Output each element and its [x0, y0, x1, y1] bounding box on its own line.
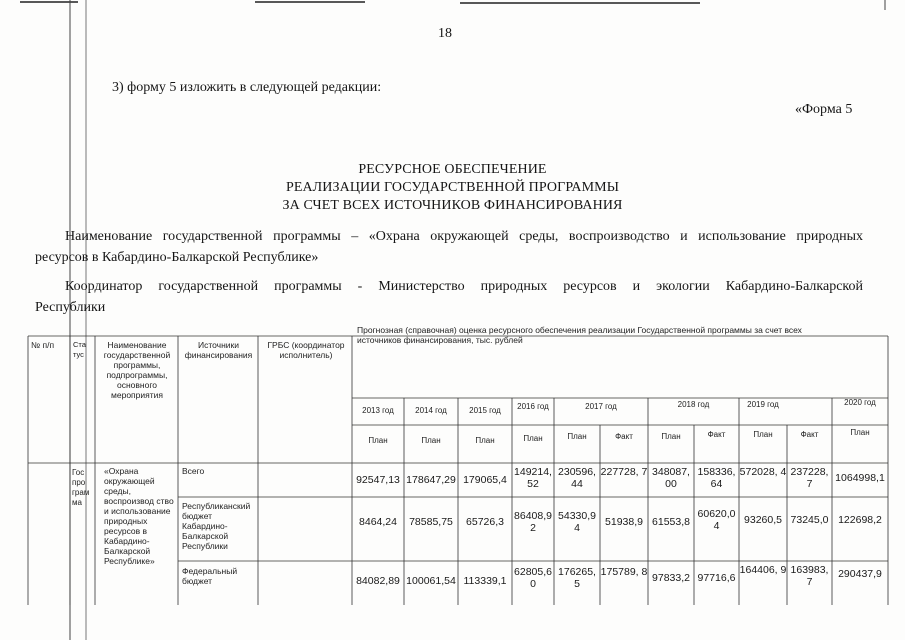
table-cell: 54330,9 4 — [558, 510, 596, 534]
table-cell: 62805,6 0 — [514, 566, 552, 590]
table-cell: 348087, 00 — [652, 466, 690, 490]
table-cell: 230596, 44 — [558, 466, 596, 490]
table-cell: 65726,3 — [466, 516, 504, 528]
table-cell: 237228, 7 — [790, 466, 829, 490]
row-source-republic: Республиканский бюджет Кабардино-Балкарской Республики — [182, 501, 251, 551]
doc-title-line-3: ЗА СЧЕТ ВСЕХ ИСТОЧНИКОВ ФИНАНСИРОВАНИЯ — [282, 198, 623, 213]
intro-text: 3) форму 5 изложить в следующей редакции: — [112, 80, 382, 95]
year-2020: 2020 год — [844, 398, 876, 407]
table-cell: 227728, 7 — [600, 466, 648, 478]
program-name-line-2: ресурсов в Кабардино-Балкарской Республике» — [35, 250, 319, 265]
row-source-total: Всего — [182, 466, 205, 476]
header-grbs: ГРБС (координатор исполнитель) — [267, 340, 345, 360]
table-cell: 158336, 64 — [697, 466, 736, 490]
table-cell: 179065,4 — [463, 474, 507, 486]
table-cell: 175789, 8 — [600, 566, 648, 578]
header-forecast: Прогнозная (справочная) оценка ресурсного обеспечения реализации Государственной программы за счет всех источников финансирования, тыс. рублей — [357, 325, 802, 345]
coordinator-line-2: Республики — [35, 300, 106, 315]
table-cell: 122698,2 — [838, 514, 882, 526]
subheader-fact-2017: Факт — [615, 432, 633, 441]
table-cell: 51938,9 — [605, 516, 643, 528]
page-number: 18 — [438, 26, 452, 41]
subheader-plan-2018: План — [661, 432, 681, 441]
year-2016: 2016 год — [517, 402, 549, 411]
table-cell: 149214, 52 — [514, 466, 552, 490]
table-cell: 97833,2 — [652, 572, 690, 584]
coordinator-line-1: Координатор государственной программы - Министерство природных ресурсов и экологии Кабардино-Балкарской — [65, 279, 863, 294]
table-cell: 60620,0 4 — [697, 508, 736, 532]
table-cell: 178647,29 — [406, 474, 456, 486]
table-cell: 572028, 4 — [739, 466, 787, 478]
year-2019: 2019 год — [747, 400, 779, 409]
year-2015: 2015 год — [469, 406, 501, 415]
program-cell: «Охрана окружающей среды, воспроизвод ство и использование природных ресурсов в Кабардино-Балкарской Республике» — [104, 466, 174, 566]
header-name: Наименование государственной программы, подпрограммы, основного мероприятия — [103, 340, 171, 400]
subheader-plan-2019: План — [753, 430, 773, 439]
status-value: Гос про грам ма — [72, 468, 90, 507]
subheader-plan-2017: План — [567, 432, 587, 441]
header-num: № п/п — [31, 340, 55, 350]
subheader-plan-2013: План — [368, 436, 388, 445]
subheader-plan-2014: План — [421, 436, 441, 445]
subheader-plan-2015: План — [475, 436, 495, 445]
doc-title-line-2: РЕАЛИЗАЦИИ ГОСУДАРСТВЕННОЙ ПРОГРАММЫ — [285, 180, 620, 195]
table-cell: 93260,5 — [744, 514, 782, 526]
row-source-federal: Федеральный бюджет — [182, 566, 238, 586]
table-cell: 92547,13 — [356, 474, 400, 486]
subheader-plan-2016: План — [523, 434, 543, 443]
doc-title-line-1: РЕСУРСНОЕ ОБЕСПЕЧЕНИЕ — [358, 162, 547, 177]
table-cell: 61553,8 — [652, 516, 690, 528]
year-2014: 2014 год — [415, 406, 447, 415]
subheader-fact-2019: Факт — [800, 430, 819, 439]
table-cell: 163983, 7 — [790, 564, 829, 588]
header-source: Источники финансирования — [184, 340, 253, 360]
table-cell: 97716,6 — [697, 572, 736, 584]
year-2013: 2013 год — [362, 406, 394, 415]
program-name-line-1: Наименование государственной программы – «Охрана окружающей среды, воспроизводство и использование природных — [65, 229, 863, 244]
table-cell: 78585,75 — [409, 516, 453, 528]
table-cell: 164406, 9 — [739, 564, 787, 576]
subheader-plan-2020: План — [850, 428, 870, 437]
table-cell: 100061,54 — [406, 575, 456, 587]
form-reference: «Форма 5 — [795, 102, 853, 117]
table-cell: 1064998,1 — [835, 472, 885, 484]
table-cell: 176265, 5 — [558, 566, 596, 590]
table-cell: 290437,9 — [838, 568, 882, 580]
subheader-fact-2018: Факт — [707, 430, 726, 439]
table-cell: 113339,1 — [463, 575, 507, 587]
table-cell: 8464,24 — [359, 516, 397, 528]
table-cell: 86408,9 2 — [514, 510, 552, 534]
table-cell: 73245,0 — [790, 514, 829, 526]
year-2018: 2018 год — [677, 400, 710, 409]
year-2017: 2017 год — [585, 402, 617, 411]
table-cell: 84082,89 — [356, 575, 400, 587]
header-status: Ста тус — [73, 340, 86, 359]
